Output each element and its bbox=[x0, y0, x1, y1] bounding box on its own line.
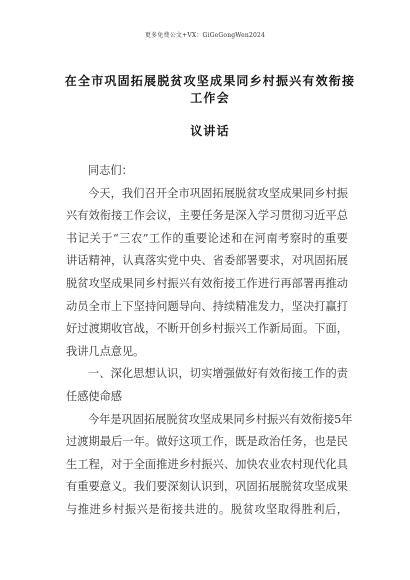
body-line: 动员全市上下坚持问题导向、持续精准发力，坚决打赢打 bbox=[66, 299, 348, 313]
body-line: 同志们： bbox=[88, 164, 133, 177]
body-line: 我讲几点意见。 bbox=[66, 344, 145, 358]
header-note: 更多免费公文+VX：GiGeGongWen2024 bbox=[144, 32, 266, 39]
body-line: 今年是巩固拓展脱贫攻坚成果同乡村振兴有效衔接5年 bbox=[88, 412, 353, 426]
document-title-line-2: 议讲话 bbox=[190, 124, 230, 138]
body-line: 任感使命感 bbox=[66, 389, 122, 403]
body-line: 好过渡期收官战，不断开创乡村振兴工作新局面。下面， bbox=[66, 322, 348, 336]
body-line: 今天，我们召开全市巩固拓展脱贫攻坚成果同乡村振 bbox=[88, 186, 348, 200]
body-line: 书记关于“三农”工作的重要论述和在河南考察时的重要 bbox=[66, 231, 348, 245]
body-line: 一、深化思想认识，切实增强做好有效衔接工作的责 bbox=[88, 367, 348, 381]
body-line: 有重要意义。我们要深刻认识到，巩固拓展脱贫攻坚成果 bbox=[66, 480, 348, 494]
document-body bbox=[66, 160, 353, 522]
document-title-line-1: 在全市巩固拓展脱贫攻坚成果同乡村振兴有效衔接工作会 bbox=[64, 74, 356, 105]
body-line: 脱贫攻坚成果同乡村振兴有效衔接工作进行再部署再推动 bbox=[66, 276, 348, 290]
body-line: 讲话精神，认真落实党中央、省委部署要求，对巩固拓展 bbox=[66, 254, 348, 268]
body-line: 与推进乡村振兴是衔接共进的。脱贫攻坚取得胜利后， bbox=[66, 502, 348, 516]
body-line: 兴有效衔接工作会议，主要任务是深入学习贯彻习近平总 bbox=[66, 209, 348, 223]
body-line: 生工程，对于全面推进乡村振兴、加快农业农村现代化具 bbox=[66, 457, 348, 471]
body-line: 过渡期最后一年。做好这项工作，既是政治任务，也是民 bbox=[66, 435, 348, 449]
